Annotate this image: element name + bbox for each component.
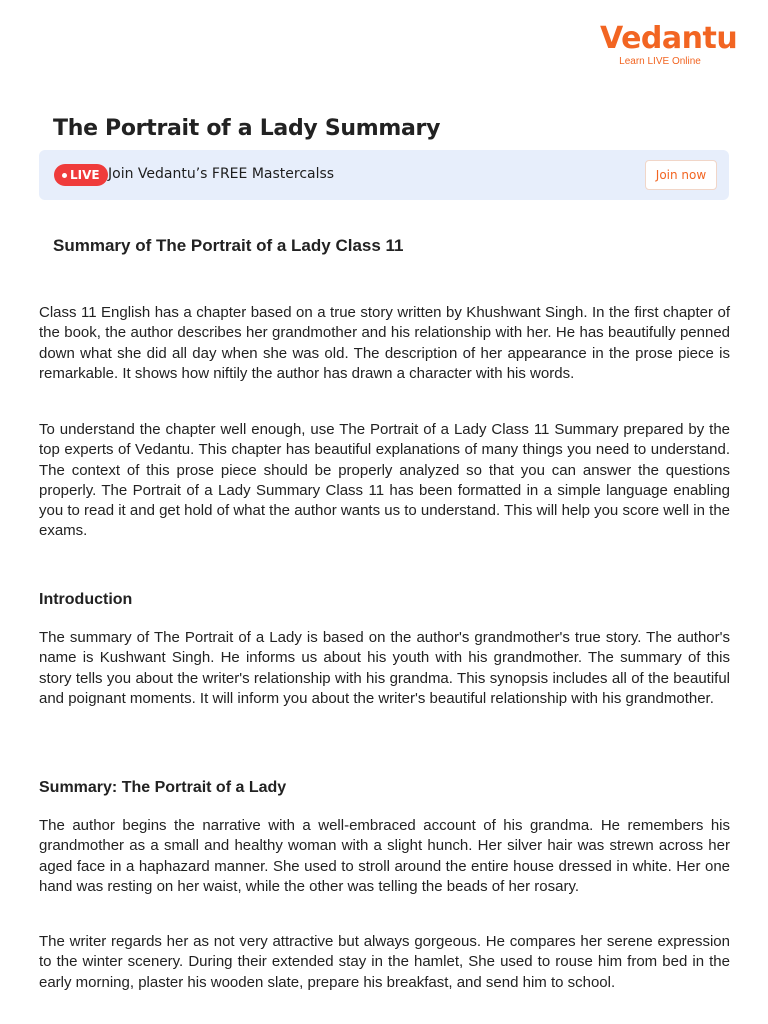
summary-paragraph-1: The author begins the narrative with a well-embraced account of his grandma. He remembers his grandmother as a small and healthy woman with a slight hunch. Her silver hair was strewn across her aged face in a haphazard manner. She used to stroll around the entire house dressed in white. Her one hand was resting on her waist, while the other was telling the beads of her rosary. [39,817,730,895]
section-heading: Summary of The Portrait of a Lady Class 11 [53,236,404,255]
page-title: The Portrait of a Lady Summary [53,116,441,141]
live-label: LIVE [70,168,100,182]
masterclass-banner[interactable] [39,150,729,200]
brand-name: Vedantu [600,21,738,56]
summary-paragraph-2: The writer regards her as not very attractive but always gorgeous. He compares her serene expression to the winter scenery. During their extended stay in the hamlet, She used to rouse him from bed in the early morning, plaster his wooden slate, prepare his breakfast, and send him to school. [39,933,730,991]
vedantu-logo[interactable] [600,21,738,67]
live-dot-icon [62,173,67,178]
intro-paragraph-2: To understand the chapter well enough, use The Portrait of a Lady Class 11 Summary prepared by the top experts of Vedantu. This chapter has beautiful explanations of many things you need to understand. The context of this prose piece should be properly analyzed so that you can answer the questions properly. The Portrait of a Lady Summary Class 11 has been formatted in a simple language enabling you to read it and get hold of what the author wants us to understand. This will help you score well in the exams. [39,421,730,540]
join-now-button[interactable]: Join now [645,160,717,190]
brand-tagline: Learn LIVE Online [619,56,701,67]
banner-text: Join Vedantu’s FREE Mastercalss [108,166,335,182]
live-badge [54,164,108,186]
intro-paragraph-1: Class 11 English has a chapter based on a true story written by Khushwant Singh. In the first chapter of the book, the author describes her grandmother and his relationship with her. He has beautifully penned down what she did all day when she was old. The description of her appearance in the prose piece is remarkable. It shows how niftily the author has drawn a character with his words. [39,304,730,382]
summary-heading: Summary: The Portrait of a Lady [39,779,287,796]
introduction-paragraph: The summary of The Portrait of a Lady is based on the author's grandmother's true story. The author's name is Kushwant Singh. He informs us about his youth with his grandmother. The summary of this story tells you about the writer's relationship with his grandma. This synopsis includes all of the beautiful and poignant moments. It will inform you about the writer's beautiful relationship with his grandmother. [39,629,730,707]
introduction-heading: Introduction [39,591,133,608]
